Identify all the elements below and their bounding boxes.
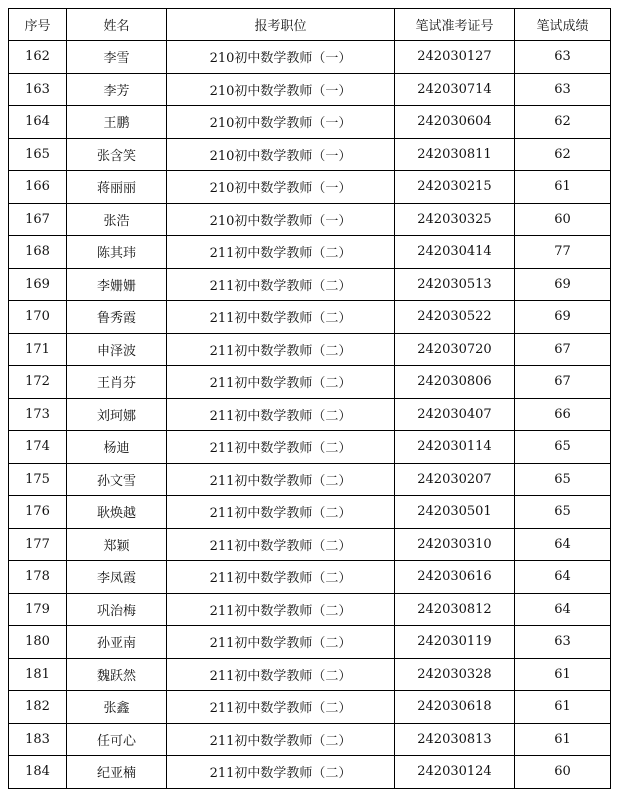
- cell-index: 172: [9, 366, 67, 399]
- header-row: [9, 9, 611, 41]
- cell-exam-id: 242030616: [395, 561, 515, 594]
- cell-exam-id: 242030501: [395, 496, 515, 529]
- cell-position: 211初中数学教师（二）: [167, 431, 395, 464]
- cell-position: 211初中数学教师（二）: [167, 236, 395, 269]
- cell-index: 178: [9, 561, 67, 594]
- cell-score: 62: [515, 138, 611, 171]
- cell-exam-id: 242030720: [395, 333, 515, 366]
- cell-exam-id: 242030811: [395, 138, 515, 171]
- table-header: [9, 9, 611, 41]
- cell-name: 张浩: [67, 203, 167, 236]
- cell-index: 180: [9, 626, 67, 659]
- cell-score: 61: [515, 171, 611, 204]
- cell-position: 210初中数学教师（一）: [167, 171, 395, 204]
- header-index: 序号: [9, 9, 67, 41]
- cell-exam-id: 242030513: [395, 268, 515, 301]
- cell-exam-id: 242030124: [395, 756, 515, 789]
- cell-name: 郑颖: [67, 528, 167, 561]
- cell-exam-id: 242030328: [395, 658, 515, 691]
- cell-score: 61: [515, 691, 611, 724]
- header-exam-id: 笔试准考证号: [395, 9, 515, 41]
- table-row: [9, 756, 611, 789]
- cell-index: 184: [9, 756, 67, 789]
- cell-score: 61: [515, 723, 611, 756]
- cell-index: 183: [9, 723, 67, 756]
- cell-index: 167: [9, 203, 67, 236]
- cell-position: 210初中数学教师（一）: [167, 41, 395, 74]
- cell-name: 陈其玮: [67, 236, 167, 269]
- cell-exam-id: 242030407: [395, 398, 515, 431]
- cell-index: 173: [9, 398, 67, 431]
- cell-score: 67: [515, 333, 611, 366]
- cell-exam-id: 242030414: [395, 236, 515, 269]
- cell-position: 211初中数学教师（二）: [167, 366, 395, 399]
- table-row: [9, 236, 611, 269]
- cell-position: 211初中数学教师（二）: [167, 528, 395, 561]
- cell-name: 孙亚南: [67, 626, 167, 659]
- cell-name: 孙文雪: [67, 463, 167, 496]
- cell-position: 211初中数学教师（二）: [167, 561, 395, 594]
- cell-score: 65: [515, 496, 611, 529]
- cell-score: 61: [515, 658, 611, 691]
- cell-index: 174: [9, 431, 67, 464]
- cell-exam-id: 242030127: [395, 41, 515, 74]
- cell-index: 169: [9, 268, 67, 301]
- table-row: [9, 691, 611, 724]
- table-row: [9, 333, 611, 366]
- table-row: [9, 431, 611, 464]
- cell-name: 申泽波: [67, 333, 167, 366]
- cell-score: 60: [515, 756, 611, 789]
- cell-score: 64: [515, 561, 611, 594]
- cell-name: 李凤霞: [67, 561, 167, 594]
- cell-name: 李姗姗: [67, 268, 167, 301]
- table-row: [9, 658, 611, 691]
- header-position: 报考职位: [167, 9, 395, 41]
- table-row: [9, 301, 611, 334]
- cell-score: 64: [515, 593, 611, 626]
- cell-position: 211初中数学教师（二）: [167, 723, 395, 756]
- cell-score: 77: [515, 236, 611, 269]
- table-row: [9, 398, 611, 431]
- header-score: 笔试成绩: [515, 9, 611, 41]
- cell-position: 210初中数学教师（一）: [167, 138, 395, 171]
- cell-position: 211初中数学教师（二）: [167, 691, 395, 724]
- cell-score: 63: [515, 626, 611, 659]
- cell-score: 63: [515, 41, 611, 74]
- cell-name: 张鑫: [67, 691, 167, 724]
- cell-name: 李芳: [67, 73, 167, 106]
- cell-position: 211初中数学教师（二）: [167, 626, 395, 659]
- cell-exam-id: 242030119: [395, 626, 515, 659]
- table-row: [9, 268, 611, 301]
- cell-name: 刘珂娜: [67, 398, 167, 431]
- cell-exam-id: 242030812: [395, 593, 515, 626]
- cell-index: 171: [9, 333, 67, 366]
- header-name: 姓名: [67, 9, 167, 41]
- cell-position: 211初中数学教师（二）: [167, 268, 395, 301]
- cell-name: 杨迪: [67, 431, 167, 464]
- cell-name: 王肖芬: [67, 366, 167, 399]
- table-row: [9, 561, 611, 594]
- cell-position: 211初中数学教师（二）: [167, 398, 395, 431]
- cell-index: 170: [9, 301, 67, 334]
- cell-index: 166: [9, 171, 67, 204]
- cell-position: 211初中数学教师（二）: [167, 301, 395, 334]
- cell-score: 60: [515, 203, 611, 236]
- cell-index: 176: [9, 496, 67, 529]
- score-table: [8, 8, 611, 789]
- cell-exam-id: 242030813: [395, 723, 515, 756]
- table-body: [9, 41, 611, 789]
- cell-position: 211初中数学教师（二）: [167, 333, 395, 366]
- cell-name: 任可心: [67, 723, 167, 756]
- cell-index: 182: [9, 691, 67, 724]
- cell-exam-id: 242030207: [395, 463, 515, 496]
- cell-exam-id: 242030806: [395, 366, 515, 399]
- cell-name: 巩治梅: [67, 593, 167, 626]
- cell-score: 62: [515, 106, 611, 139]
- cell-score: 69: [515, 268, 611, 301]
- cell-name: 王鹏: [67, 106, 167, 139]
- cell-name: 鲁秀霞: [67, 301, 167, 334]
- cell-index: 175: [9, 463, 67, 496]
- table-row: [9, 626, 611, 659]
- table-row: [9, 203, 611, 236]
- table-row: [9, 138, 611, 171]
- cell-exam-id: 242030310: [395, 528, 515, 561]
- cell-score: 67: [515, 366, 611, 399]
- cell-position: 210初中数学教师（一）: [167, 106, 395, 139]
- cell-exam-id: 242030325: [395, 203, 515, 236]
- table-row: [9, 106, 611, 139]
- table-row: [9, 366, 611, 399]
- cell-position: 211初中数学教师（二）: [167, 593, 395, 626]
- cell-score: 65: [515, 463, 611, 496]
- cell-index: 181: [9, 658, 67, 691]
- cell-score: 64: [515, 528, 611, 561]
- cell-name: 蒋丽丽: [67, 171, 167, 204]
- cell-score: 65: [515, 431, 611, 464]
- cell-position: 211初中数学教师（二）: [167, 756, 395, 789]
- cell-name: 张含笑: [67, 138, 167, 171]
- cell-name: 李雪: [67, 41, 167, 74]
- table-row: [9, 723, 611, 756]
- cell-exam-id: 242030714: [395, 73, 515, 106]
- cell-position: 210初中数学教师（一）: [167, 73, 395, 106]
- cell-index: 163: [9, 73, 67, 106]
- cell-exam-id: 242030215: [395, 171, 515, 204]
- cell-exam-id: 242030604: [395, 106, 515, 139]
- cell-name: 魏跃然: [67, 658, 167, 691]
- cell-index: 164: [9, 106, 67, 139]
- cell-score: 66: [515, 398, 611, 431]
- table-row: [9, 41, 611, 74]
- table-row: [9, 463, 611, 496]
- cell-position: 211初中数学教师（二）: [167, 658, 395, 691]
- cell-name: 纪亚楠: [67, 756, 167, 789]
- cell-exam-id: 242030618: [395, 691, 515, 724]
- cell-exam-id: 242030114: [395, 431, 515, 464]
- score-table-container: [8, 8, 611, 789]
- cell-exam-id: 242030522: [395, 301, 515, 334]
- table-row: [9, 171, 611, 204]
- cell-score: 63: [515, 73, 611, 106]
- table-row: [9, 528, 611, 561]
- cell-index: 162: [9, 41, 67, 74]
- cell-index: 165: [9, 138, 67, 171]
- cell-index: 179: [9, 593, 67, 626]
- table-row: [9, 496, 611, 529]
- cell-position: 211初中数学教师（二）: [167, 496, 395, 529]
- table-row: [9, 73, 611, 106]
- cell-position: 210初中数学教师（一）: [167, 203, 395, 236]
- table-row: [9, 593, 611, 626]
- cell-index: 168: [9, 236, 67, 269]
- cell-position: 211初中数学教师（二）: [167, 463, 395, 496]
- cell-score: 69: [515, 301, 611, 334]
- cell-name: 耿焕越: [67, 496, 167, 529]
- cell-index: 177: [9, 528, 67, 561]
